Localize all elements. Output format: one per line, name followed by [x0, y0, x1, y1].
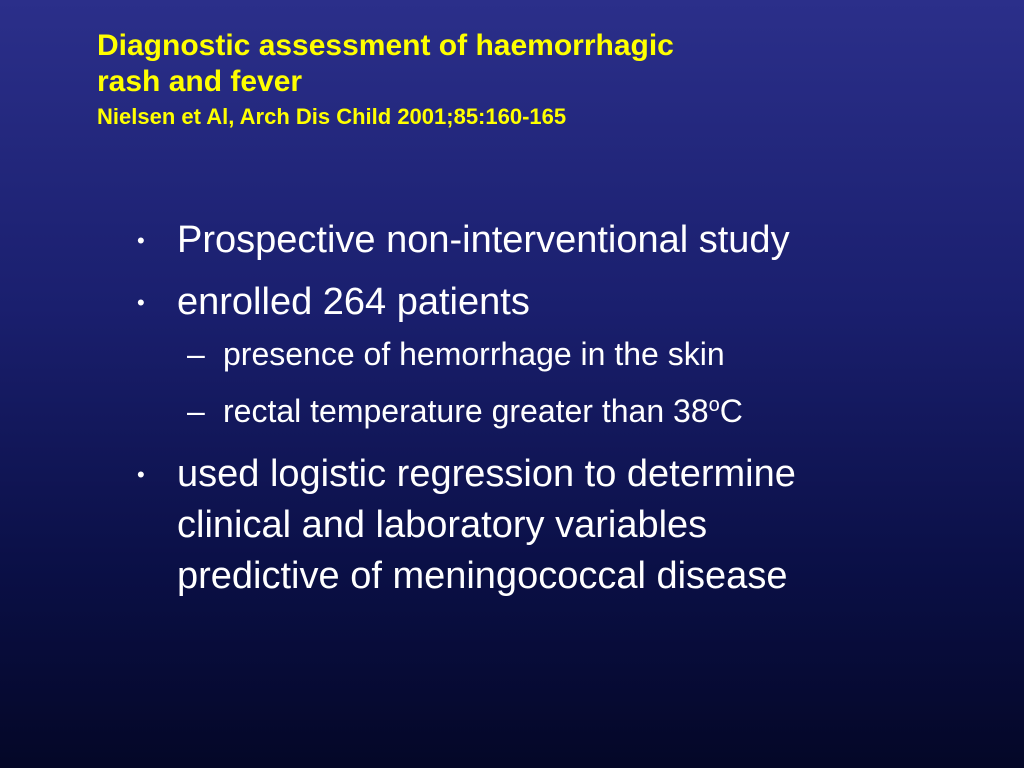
dash-icon: –	[187, 393, 205, 429]
bullet-dot-icon: •	[137, 290, 145, 315]
dash-icon: –	[187, 336, 205, 372]
slide-citation: Nielsen et Al, Arch Dis Child 2001;85:160-165	[97, 104, 567, 129]
title-block	[97, 28, 917, 132]
sub-bullet-item	[137, 332, 957, 376]
bullet-item	[137, 277, 957, 328]
bullet-dot-icon: •	[137, 228, 145, 253]
bullet-text-line-1: used logistic regression to determine	[177, 453, 796, 495]
slide-title-line-1: Diagnostic assessment of haemorrhagic	[97, 29, 674, 62]
sub-bullet-text-before: rectal temperature greater than 38	[223, 393, 709, 429]
bullet-text-line-3: predictive of meningococcal disease	[177, 555, 788, 597]
sub-bullet-item	[137, 389, 957, 433]
slide-title-line-2: rash and fever	[97, 65, 303, 98]
bullet-list	[137, 215, 957, 613]
bullet-item	[137, 449, 957, 602]
bullet-text: enrolled 264 patients	[177, 281, 530, 323]
bullet-text: Prospective non-interventional study	[177, 219, 790, 261]
degree-superscript: o	[708, 394, 720, 416]
bullet-text-line-2: clinical and laboratory variables	[177, 504, 708, 546]
bullet-dot-icon: •	[137, 462, 145, 487]
sub-bullet-text-after: C	[719, 393, 743, 429]
sub-bullet-text: presence of hemorrhage in the skin	[223, 336, 725, 372]
bullet-item	[137, 215, 957, 266]
